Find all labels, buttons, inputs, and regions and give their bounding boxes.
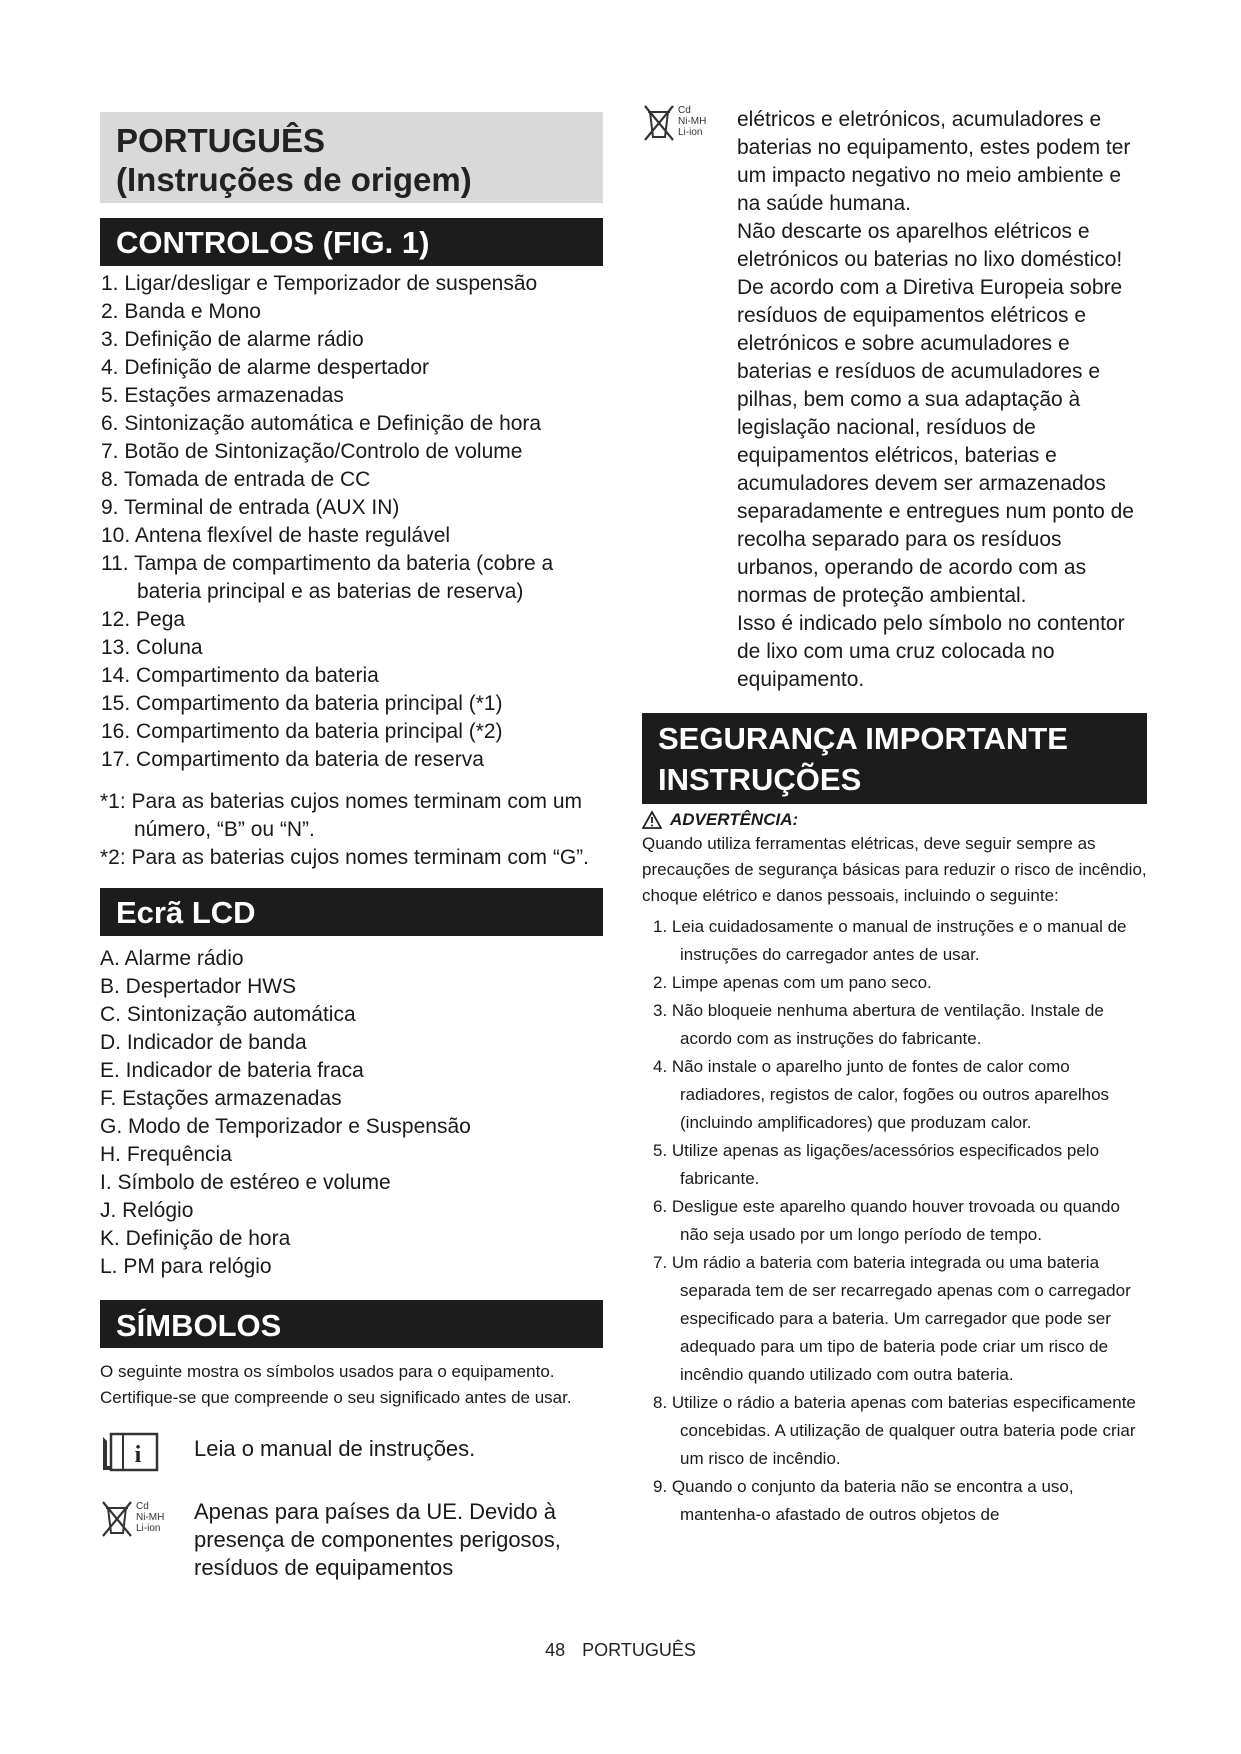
list-item: 8. Tomada de entrada de CC [101,468,371,491]
list-item: I. Símbolo de estéreo e volume [100,1171,391,1194]
list-item: K. Definição de hora [100,1227,291,1250]
manual-symbol-text: Leia o manual de instruções. [194,1436,476,1461]
list-item: 9. Quando o conjunto da bateria não se encontra a uso, mantenha-o afastado de outros objetos de [653,1477,1074,1524]
footer-language: PORTUGUÊS [582,1640,696,1660]
list-item: 11. Tampa de compartimento da bateria (cobre a bateria principal e as baterias de reserva) [101,552,554,603]
chem-label-liion: Li-ion [678,127,703,138]
read-manual-icon [100,1431,194,1478]
list-item: G. Modo de Temporizador e Suspensão [100,1115,471,1138]
list-item: 5. Estações armazenadas [101,384,344,407]
manual-symbol-row [100,1431,603,1478]
controls-heading: CONTROLOS (FIG. 1) [100,218,603,266]
warning-label: ADVERTÊNCIA: [670,810,799,829]
symbols-intro: O seguinte mostra os símbolos usados para o equipamento. Certifique-se que compreende o seu significado antes de usar. [100,1362,572,1407]
list-item: 12. Pega [101,608,186,631]
list-item: 1. Ligar/desligar e Temporizador de suspensão [101,272,538,295]
page-title [100,112,603,203]
chem-label-cd: Cd [678,105,691,116]
list-item: H. Frequência [100,1143,232,1166]
right-column [642,105,1147,1529]
list-item: 15. Compartimento da bateria principal (*1) [101,692,503,715]
list-item: 14. Compartimento da bateria [101,664,379,687]
safety-heading-line1: SEGURANÇA IMPORTANTE [658,721,1068,756]
weee-continued: elétricos e eletrónicos, acumuladores e baterias no equipamento, estes podem ter um impacto negativo no meio ambiente e na saúde humana. [737,108,1131,215]
disposal-text: Não descarte os aparelhos elétricos e eletrónicos ou baterias no lixo doméstico! De acordo com a Diretiva Europeia sobre resíduos de equipamentos elétricos e eletrónicos e sobre acumuladores e baterias e resíduos de acumuladores e pilhas, bem como a sua adaptação à legislação nacional, resíduos de equipamentos elétricos, baterias e acumuladores devem ser armazenados separadamente e entregues num ponto de recolha separado para os resíduos urbanos, operando de acordo com as normas de proteção ambiental. [737,220,1134,607]
symbols-heading: SÍMBOLOS [100,1300,603,1348]
list-item: 3. Definição de alarme rádio [101,328,364,351]
list-item: 16. Compartimento da bateria principal (*2) [101,720,503,743]
page-footer [0,1640,1241,1661]
list-item: D. Indicador de banda [100,1031,307,1054]
list-item: J. Relógio [100,1199,194,1222]
left-column [100,112,603,1582]
page-number: 48 [545,1640,566,1660]
list-item: 6. Desligue este aparelho quando houver trovoada ou quando não seja usado por um longo período de tempo. [653,1197,1120,1244]
chem-label-nimh: Ni-MH [136,1512,165,1523]
chem-label-nimh: Ni-MH [678,116,707,127]
list-item: 4. Definição de alarme despertador [101,356,430,379]
list-item: 7. Um rádio a bateria com bateria integrada ou uma bateria separada tem de ser recarregado apenas com o carregador especificado para a bateria. Um carregador que pode ser adequado para um tipo de bateria pode criar um risco de incêndio quando utilizado com outra bateria. [653,1253,1131,1384]
battery-chemistry-labels [136,1501,164,1534]
lcd-list [100,945,603,1281]
list-item: C. Sintonização automática [100,1003,356,1026]
safety-list [642,913,1147,1529]
list-item: 6. Sintonização automática e Definição de hora [101,412,542,435]
list-item: L. PM para relógio [100,1255,272,1278]
list-item: 17. Compartimento da bateria de reserva [101,748,484,771]
controls-notes [100,788,603,872]
list-item: B. Despertador HWS [100,975,297,998]
crossed-bin-icon [100,1498,164,1538]
lcd-heading: Ecrã LCD [100,888,603,936]
warning-title [642,810,1147,830]
crossed-bin-icon-right [642,102,706,147]
safety-heading-line2: INSTRUÇÕES [658,762,862,797]
list-item: 2. Limpe apenas com um pano seco. [653,973,932,992]
battery-chemistry-labels-right [678,105,706,138]
footnote-2: *2: Para as baterias cujos nomes terminam com “G”. [100,846,590,869]
weee-icon-container [100,1498,194,1543]
list-item: 4. Não instale o aparelho junto de fontes de calor como radiadores, registos de calor, fogões ou outros aparelhos (incluindo amplificadores) que produzam calor. [653,1057,1110,1132]
crossed-bin-text: Isso é indicado pelo símbolo no contentor de lixo com uma cruz colocada no equipamento. [737,612,1125,691]
controls-list [100,270,603,774]
weee-symbol-row [100,1498,603,1582]
list-item: 13. Coluna [101,636,203,659]
weee-symbol-text: Apenas para países da UE. Devido à presença de componentes perigosos, resíduos de equipamentos [194,1499,561,1580]
list-item: 2. Banda e Mono [101,300,261,323]
list-item: F. Estações armazenadas [100,1087,342,1110]
page-title-language: PORTUGUÊS [116,122,326,159]
list-item: 3. Não bloqueie nenhuma abertura de ventilação. Instale de acordo com as instruções do fabricante. [653,1001,1104,1048]
list-item: A. Alarme rádio [100,947,244,970]
list-item: 10. Antena flexível de haste regulável [101,524,451,547]
page-title-subtitle: (Instruções de origem) [116,161,472,198]
chem-label-liion: Li-ion [136,1523,161,1534]
list-item: 1. Leia cuidadosamente o manual de instruções e o manual de instruções do carregador antes de usar. [653,917,1127,964]
warning-triangle-icon [642,811,662,829]
safety-heading [642,713,1147,804]
list-item: 7. Botão de Sintonização/Controlo de volume [101,440,523,463]
footnote-1: *1: Para as baterias cujos nomes terminam com um número, “B” ou “N”. [100,790,583,841]
list-item: 9. Terminal de entrada (AUX IN) [101,496,400,519]
weee-continuation [642,106,1147,694]
warning-text: Quando utiliza ferramentas elétricas, deve seguir sempre as precauções de segurança básicas para reduzir o risco de incêndio, choque elétrico e danos pessoais, incluindo o seguinte: [642,834,1147,905]
list-item: E. Indicador de bateria fraca [100,1059,364,1082]
list-item: 8. Utilize o rádio a bateria apenas com baterias especificamente concebidas. A utilização de qualquer outra bateria pode criar um risco de incêndio. [653,1393,1136,1468]
manual-icon-glyph: i [134,1442,142,1468]
list-item: 5. Utilize apenas as ligações/acessórios especificados pelo fabricante. [653,1141,1100,1188]
chem-label-cd: Cd [136,1501,149,1512]
weee-continued-text [642,106,1147,694]
